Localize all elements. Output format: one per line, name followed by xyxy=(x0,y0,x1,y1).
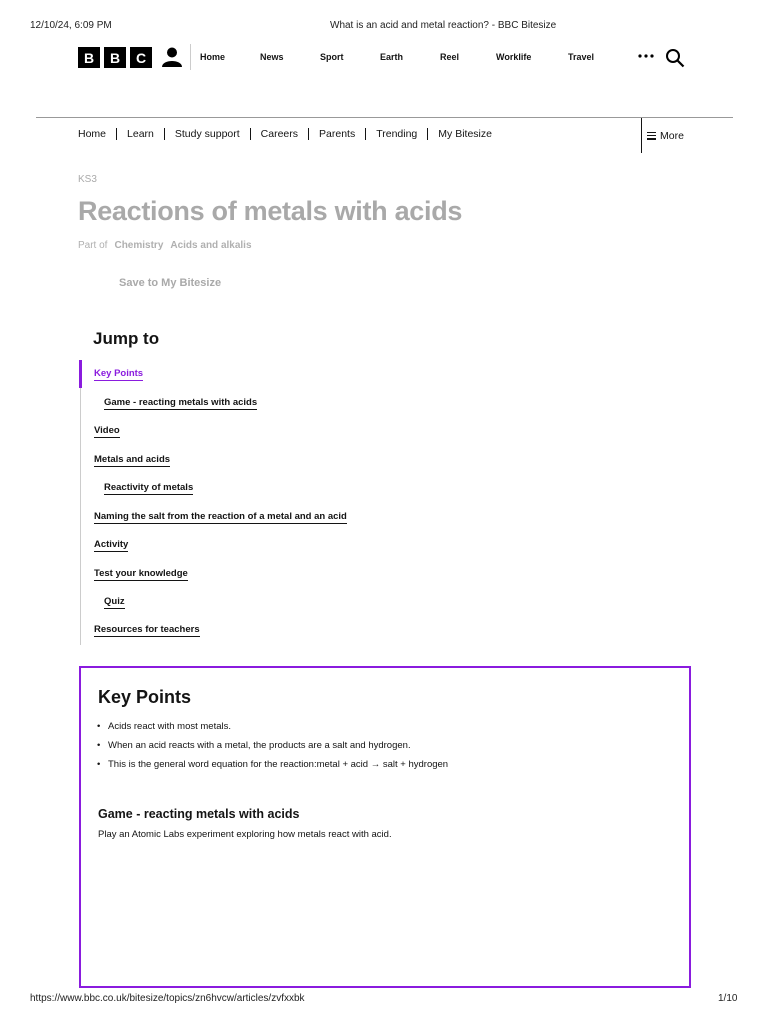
list-item: • Acids react with most metals. xyxy=(97,720,467,734)
nav-separator xyxy=(308,128,309,140)
nav-separator xyxy=(164,128,165,140)
print-datetime: 12/10/24, 6:09 PM xyxy=(30,20,112,31)
global-nav-divider xyxy=(36,117,733,118)
account-icon[interactable] xyxy=(161,46,183,68)
bitesize-nav-my-bitesize[interactable]: My Bitesize xyxy=(438,128,492,140)
game-description: Play an Atomic Labs experiment exploring how metals react with acid. xyxy=(98,829,392,840)
list-item: • When an acid reacts with a metal, the products are a salt and hydrogen. xyxy=(97,739,467,753)
bitesize-nav-trending[interactable]: Trending xyxy=(376,128,418,140)
global-nav-home[interactable]: Home xyxy=(200,52,226,62)
jump-to-rail xyxy=(80,360,81,645)
nav-separator xyxy=(116,128,117,140)
key-points-list xyxy=(97,720,467,777)
jump-link-key-points[interactable]: Key Points xyxy=(94,368,144,379)
save-to-my-bitesize-button[interactable]: Save to My Bitesize xyxy=(119,277,222,289)
jump-link-quiz[interactable]: Quiz xyxy=(104,596,125,607)
jump-link-naming-the-salt[interactable]: Naming the salt from the reaction of a metal and an acid xyxy=(94,511,347,522)
key-points-section xyxy=(79,666,691,988)
jump-link-test-your-knowledge[interactable]: Test your knowledge xyxy=(94,568,188,579)
game-heading: Game - reacting metals with acids xyxy=(98,807,300,821)
nav-separator xyxy=(427,128,428,140)
key-points-heading: Key Points xyxy=(98,687,192,707)
global-nav-reel[interactable]: Reel xyxy=(440,52,460,62)
jump-link-reactivity-of-metals[interactable]: Reactivity of metals xyxy=(104,482,194,493)
jump-link-metals-and-acids[interactable]: Metals and acids xyxy=(94,454,171,465)
more-dots-icon[interactable] xyxy=(637,50,655,62)
global-nav-travel[interactable]: Travel xyxy=(568,52,595,62)
print-url: https://www.bbc.co.uk/bitesize/topics/zn6hvcw/articles/zvfxxbk xyxy=(30,993,305,1004)
subject-link-acids-alkalis[interactable]: Acids and alkalis xyxy=(170,240,252,251)
print-page-number: 1/10 xyxy=(718,993,738,1004)
nav-divider xyxy=(190,44,191,70)
more-menu-label: More xyxy=(660,129,684,142)
bbc-logo[interactable] xyxy=(78,47,152,68)
bitesize-nav-home[interactable]: Home xyxy=(78,128,107,140)
global-nav-earth[interactable]: Earth xyxy=(380,52,404,62)
jump-link-video[interactable]: Video xyxy=(94,425,120,436)
part-of-breadcrumb xyxy=(78,240,252,251)
more-menu-button[interactable] xyxy=(641,118,684,153)
bitesize-nav-careers[interactable]: Careers xyxy=(260,128,299,140)
subject-link-chemistry[interactable]: Chemistry xyxy=(114,240,164,251)
bbc-logo-letter: B xyxy=(104,47,126,68)
bitesize-nav xyxy=(78,128,492,140)
level-label[interactable]: KS3 xyxy=(78,174,97,185)
jump-to-active-indicator xyxy=(79,360,82,388)
jump-link-resources-for-teachers[interactable]: Resources for teachers xyxy=(94,624,200,635)
list-item: • This is the general word equation for the reaction:metal + acid → salt + hydrogen xyxy=(97,758,467,772)
hamburger-icon xyxy=(647,132,656,140)
part-of-label: Part of xyxy=(78,240,108,251)
search-icon[interactable] xyxy=(665,48,685,68)
bbc-logo-letter: B xyxy=(78,47,100,68)
nav-separator xyxy=(250,128,251,140)
global-nav-news[interactable]: News xyxy=(260,52,284,62)
print-document-title: What is an acid and metal reaction? - BBC Bitesize xyxy=(330,20,557,31)
global-nav-sport[interactable]: Sport xyxy=(320,52,344,62)
nav-separator xyxy=(365,128,366,140)
jump-link-activity[interactable]: Activity xyxy=(94,539,129,550)
page-title: Reactions of metals with acids xyxy=(78,196,463,226)
jump-link-game[interactable]: Game - reacting metals with acids xyxy=(104,397,258,408)
bitesize-nav-study-support[interactable]: Study support xyxy=(174,128,240,140)
bitesize-nav-learn[interactable]: Learn xyxy=(127,128,154,140)
bitesize-nav-parents[interactable]: Parents xyxy=(319,128,356,140)
global-nav-worklife[interactable]: Worklife xyxy=(496,52,532,62)
bbc-logo-letter: C xyxy=(130,47,152,68)
jump-to-heading: Jump to xyxy=(93,329,160,348)
